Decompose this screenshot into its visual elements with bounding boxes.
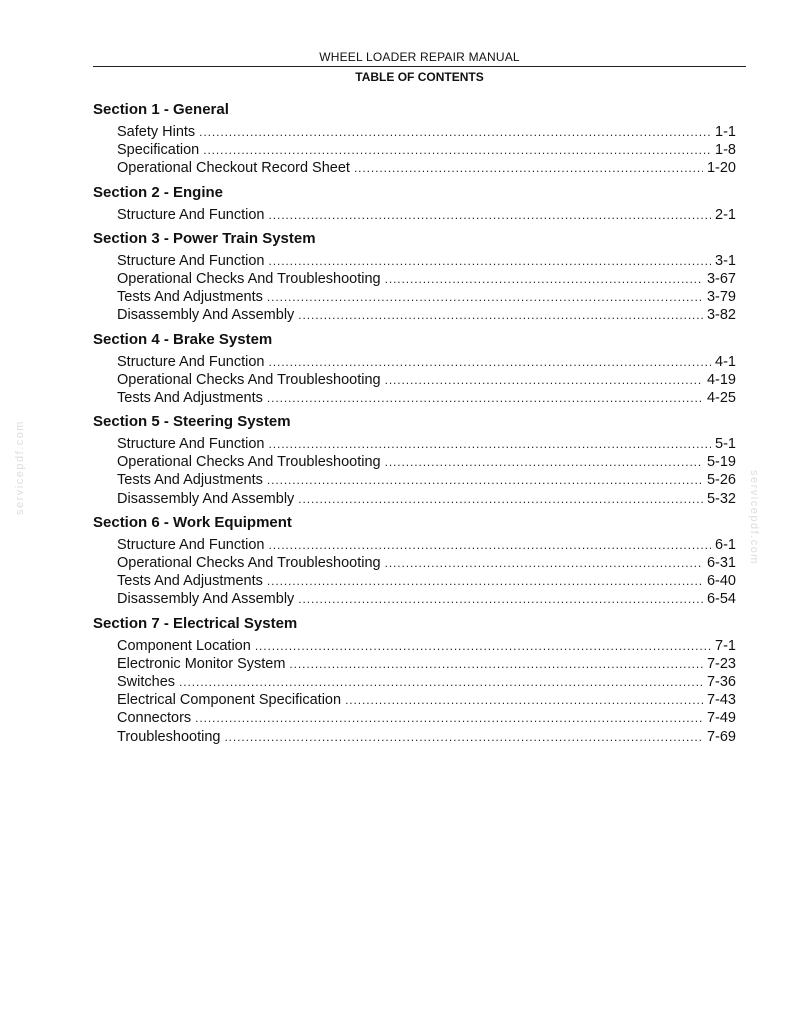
dot-leader	[267, 389, 703, 407]
toc-entry	[117, 453, 736, 471]
entry-title: Switches	[117, 673, 176, 690]
watermark-left: servicepdf.com	[14, 420, 26, 515]
toc-entry	[117, 691, 736, 709]
toc-section	[93, 100, 736, 178]
dot-leader	[199, 123, 711, 141]
entry-title: Operational Checks And Troubleshooting	[117, 270, 381, 287]
toc-entry	[117, 637, 736, 655]
toc-entry	[117, 536, 736, 554]
toc-entry	[117, 252, 736, 270]
entry-title: Tests And Adjustments	[117, 389, 263, 406]
toc-entry	[117, 572, 736, 590]
entry-title: Disassembly And Assembly	[117, 591, 295, 608]
dot-leader	[298, 590, 703, 608]
entry-title: Tests And Adjustments	[117, 289, 263, 306]
toc-entry	[117, 435, 736, 453]
entry-page-number: 7-36	[706, 673, 736, 690]
entry-page-number: 5-26	[706, 472, 736, 489]
dot-leader	[267, 471, 703, 489]
dot-leader	[269, 353, 712, 371]
dot-leader	[289, 655, 703, 673]
dot-leader	[385, 453, 703, 471]
dot-leader	[267, 572, 703, 590]
toc-entry	[117, 353, 736, 371]
entry-page-number: 4-19	[706, 371, 736, 388]
toc-entry	[117, 728, 736, 746]
dot-leader	[203, 141, 711, 159]
entry-title: Operational Checkout Record Sheet	[117, 160, 350, 177]
entry-title: Disassembly And Assembly	[117, 307, 295, 324]
entry-title: Structure And Function	[117, 206, 265, 223]
toc-entry	[117, 270, 736, 288]
entry-title: Operational Checks And Troubleshooting	[117, 371, 381, 388]
entry-page-number: 7-69	[706, 728, 736, 745]
dot-leader	[255, 637, 711, 655]
entry-title: Troubleshooting	[117, 728, 221, 745]
toc-entry	[117, 590, 736, 608]
table-of-contents	[93, 100, 736, 751]
toc-entry	[117, 554, 736, 572]
entry-title: Disassembly And Assembly	[117, 490, 295, 507]
entry-title: Tests And Adjustments	[117, 472, 263, 489]
entry-title: Electrical Component Specification	[117, 692, 342, 709]
entry-title: Specification	[117, 142, 200, 159]
toc-entry	[117, 123, 736, 141]
entry-page-number: 6-54	[706, 591, 736, 608]
dot-leader	[269, 435, 712, 453]
entry-page-number: 3-82	[706, 307, 736, 324]
entry-page-number: 5-1	[715, 436, 736, 453]
toc-entry	[117, 389, 736, 407]
dot-leader	[298, 490, 703, 508]
toc-section	[93, 513, 736, 609]
entry-page-number: 2-1	[715, 206, 736, 223]
dot-leader	[269, 252, 712, 270]
entry-page-number: 6-31	[706, 555, 736, 571]
toc-section	[93, 229, 736, 325]
entry-title: Tests And Adjustments	[117, 573, 263, 590]
entry-title: Connectors	[117, 710, 192, 727]
entry-page-number: 1-1	[715, 124, 736, 140]
dot-leader	[385, 554, 703, 572]
entry-page-number: 3-1	[715, 252, 736, 269]
dot-leader	[298, 306, 703, 324]
watermark-right: servicepdf.com	[748, 470, 760, 565]
dot-leader	[345, 691, 703, 709]
toc-section	[93, 614, 736, 746]
toc-entry	[117, 206, 736, 224]
entry-title: Structure And Function	[117, 353, 265, 370]
entry-title: Safety Hints	[117, 124, 196, 140]
header-divider	[93, 66, 746, 67]
dot-leader	[354, 159, 703, 177]
toc-section	[93, 330, 736, 408]
entry-page-number: 1-8	[715, 142, 736, 159]
toc-section	[93, 183, 736, 224]
toc-entry	[117, 655, 736, 673]
dot-leader	[179, 673, 703, 691]
toc-section	[93, 412, 736, 508]
entry-page-number: 7-43	[706, 692, 736, 709]
entry-page-number: 3-79	[706, 289, 736, 306]
section-title: Section 6 - Work Equipment	[93, 513, 292, 531]
dot-leader	[224, 728, 703, 746]
toc-entry	[117, 371, 736, 389]
toc-entry	[117, 306, 736, 324]
toc-entry	[117, 159, 736, 177]
entry-title: Electronic Monitor System	[117, 655, 286, 672]
entry-title: Structure And Function	[117, 252, 265, 269]
manual-title: WHEEL LOADER REPAIR MANUAL	[319, 50, 520, 64]
dot-leader	[385, 371, 703, 389]
toc-heading: TABLE OF CONTENTS	[355, 70, 484, 84]
entry-title: Component Location	[117, 637, 251, 654]
toc-entry	[117, 288, 736, 306]
section-title: Section 3 - Power Train System	[93, 229, 316, 247]
entry-page-number: 7-23	[706, 655, 736, 672]
entry-page-number: 4-1	[715, 353, 736, 370]
entry-page-number: 6-40	[706, 573, 736, 590]
entry-page-number: 3-67	[706, 270, 736, 287]
entry-title: Structure And Function	[117, 536, 265, 553]
section-title: Section 1 - General	[93, 101, 229, 118]
dot-leader	[195, 709, 703, 727]
section-title: Section 5 - Steering System	[93, 413, 291, 431]
section-title: Section 2 - Engine	[93, 183, 224, 201]
entry-page-number: 6-1	[715, 536, 736, 553]
section-title: Section 7 - Electrical System	[93, 614, 298, 632]
entry-title: Operational Checks And Troubleshooting	[117, 454, 381, 471]
entry-page-number: 5-32	[706, 490, 736, 507]
dot-leader	[269, 206, 712, 224]
toc-entry	[117, 673, 736, 691]
dot-leader	[269, 536, 712, 554]
toc-entry	[117, 709, 736, 727]
entry-page-number: 5-19	[706, 454, 736, 471]
toc-entry	[117, 141, 736, 159]
toc-entry	[117, 471, 736, 489]
entry-page-number: 4-25	[706, 389, 736, 406]
section-title: Section 4 - Brake System	[93, 330, 273, 348]
dot-leader	[267, 288, 703, 306]
entry-title: Structure And Function	[117, 436, 265, 453]
dot-leader	[385, 270, 703, 288]
entry-title: Operational Checks And Troubleshooting	[117, 555, 381, 571]
toc-entry	[117, 490, 736, 508]
entry-page-number: 7-49	[706, 710, 736, 727]
entry-page-number: 7-1	[715, 637, 736, 654]
entry-page-number: 1-20	[706, 160, 736, 177]
